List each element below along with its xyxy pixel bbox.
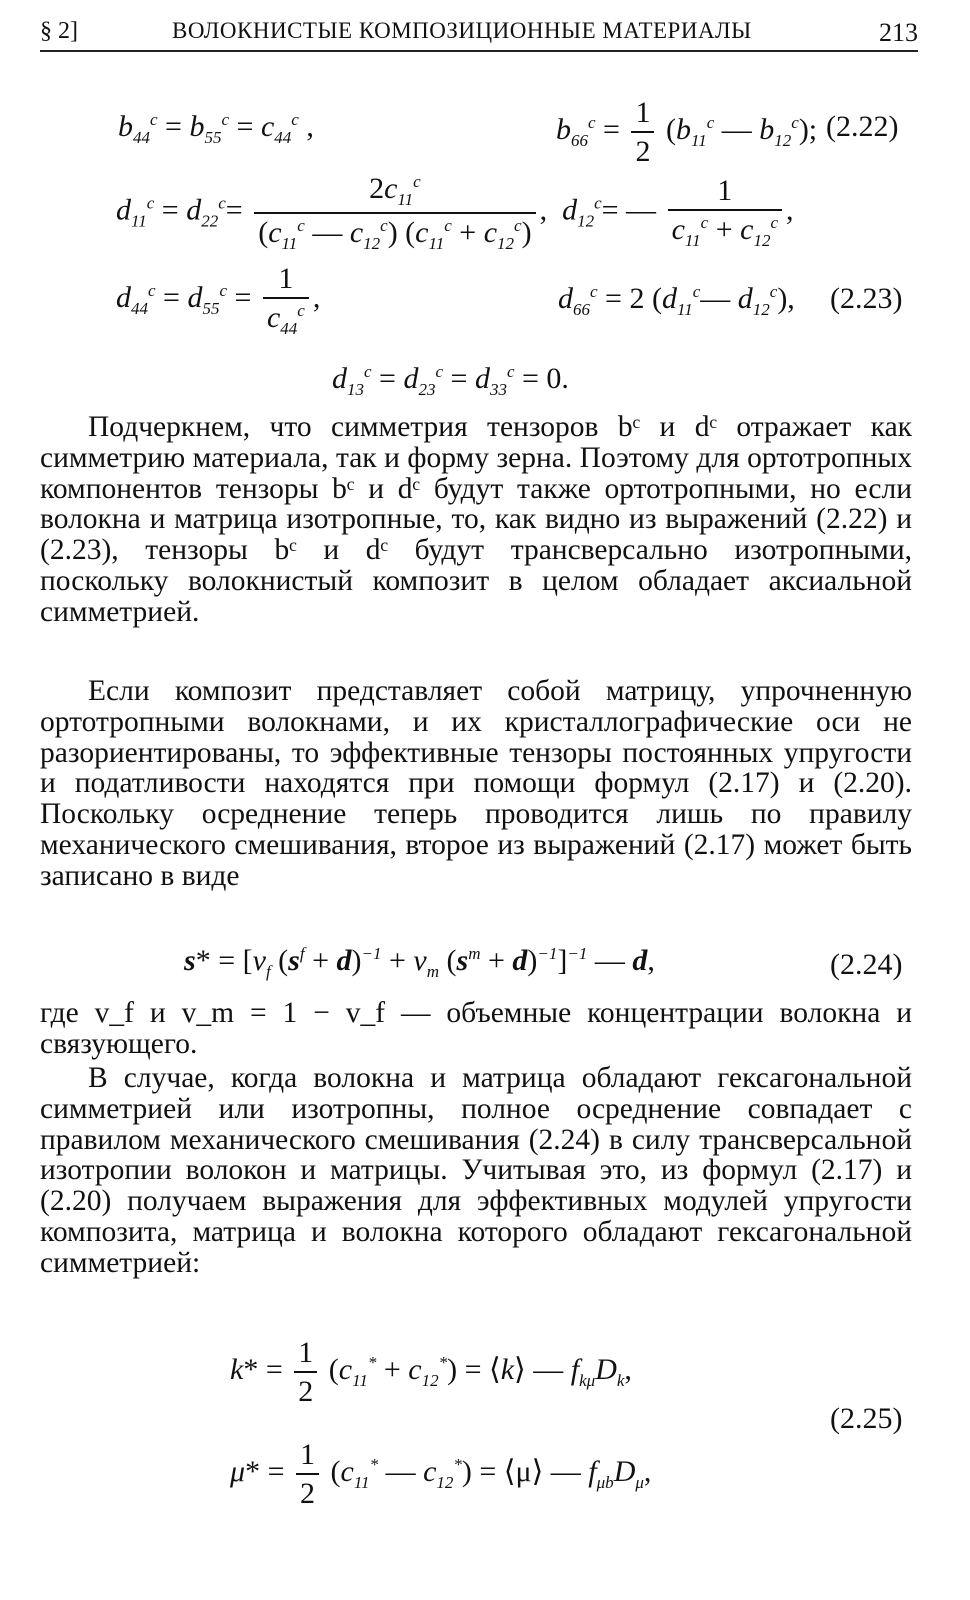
equation-2-23-line-1: $d_{11}^c = d_{22}^c=$ $\frac{2c_{11}^c}{(c_{11}^c — c_{12}^c) (c_{11}^c + c_{12}^c)}$ , $d_{12}^c=$ — $\frac{1}{c_{11}^c + c_{12}^c}$ ,	[116, 172, 794, 253]
equation-number-2-22: (2.22)	[826, 110, 899, 143]
section-marker: § 2]	[40, 18, 78, 44]
equation-2-22-right: $b_{66}^c$ = $\frac{1}{2}$ ($b_{11}^c$ — $b_{12}^c$);	[556, 96, 818, 168]
equation-2-24: $s* = [v_f$ $(s^f + d)^{-1} + v_m$ $(s^m + d)^{-1}]^{-1}$ — d,	[184, 944, 655, 981]
equation-2-25-line-2: μ* = $\frac{1}{2}$ ($c_{11}^*$ — $c_{12}^*$) = ⟨μ⟩ — $f_{\mu b}D_\mu$,	[230, 1438, 652, 1510]
paragraph-concentrations: где v_f и v_m = 1 − v_f — объемные концентрации волокна и связующего.	[40, 997, 912, 1060]
equation-number-2-24: (2.24)	[830, 948, 903, 981]
equation-2-22-left: $b_{44}^c = b_{55}^c = c_{44}^c$ ,	[118, 110, 314, 147]
paragraph-orthotropic: Если композит представляет собой матрицу, упрочненную ортотропными волокнами, и их кристаллографические оси не разориентированы, то эффективные тензоры постоянных упругости и податливости находятся при помощи формул (2.17) и (2.20). Поскольку осреднение теперь проводится лишь по правилу механического смешивания, второе из выражений (2.17) может быть записано в виде	[40, 675, 912, 892]
paragraph-hexagonal: В случае, когда волокна и матрица обладают гексагональной симметрией или изотропны, полное осреднение совпадает с правилом механического смешивания (2.24) в силу трансверсальной изотропии волокон и матрицы. Учитывая это, из формул (2.17) и (2.20) получаем выражения для эффективных модулей упругости композита, матрица и волокна которого обладают гексагональной симметрией:	[40, 1062, 912, 1279]
equation-number-2-23: (2.23)	[830, 282, 903, 315]
chapter-title: ВОЛОКНИСТЫЕ КОМПОЗИЦИОННЫЕ МАТЕРИАЛЫ	[172, 18, 752, 43]
equation-2-23-line-2-left: $d_{44}^c = d_{55}^c$ = $\frac{1}{c_{44}^c}$ ,	[116, 262, 321, 338]
paragraph-symmetry: Подчеркнем, что симметрия тензоров bᶜ и dᶜ отражает как симметрию материала, так и форму зерна. Поэтому для ортотропных компонентов тензоры bᶜ и dᶜ будут также ортотропными, но если волокна и матрица изотропные, то, как видно из выражений (2.22) и (2.23), тензоры bᶜ и dᶜ будут трансверсально изотропными, поскольку волокнистый композит в целом обладает аксиальной симметрией.	[40, 411, 912, 628]
page-number: 213	[879, 18, 918, 47]
equation-2-25-line-1: k* = $\frac{1}{2}$ $(c_{11}^* + c_{12}^*)$ = ⟨k⟩ — $f_{k\mu}D_k$,	[230, 1336, 632, 1408]
equation-2-23-line-3: $d_{13}^c = d_{23}^c = d_{33}^c = 0$.	[332, 362, 569, 399]
equation-2-23-line-2-right: $d_{66}^c = 2$ ($d_{11}^c—$ $d_{12}^c$),	[558, 282, 795, 319]
running-header	[40, 10, 918, 52]
equation-number-2-25: (2.25)	[830, 1402, 903, 1435]
